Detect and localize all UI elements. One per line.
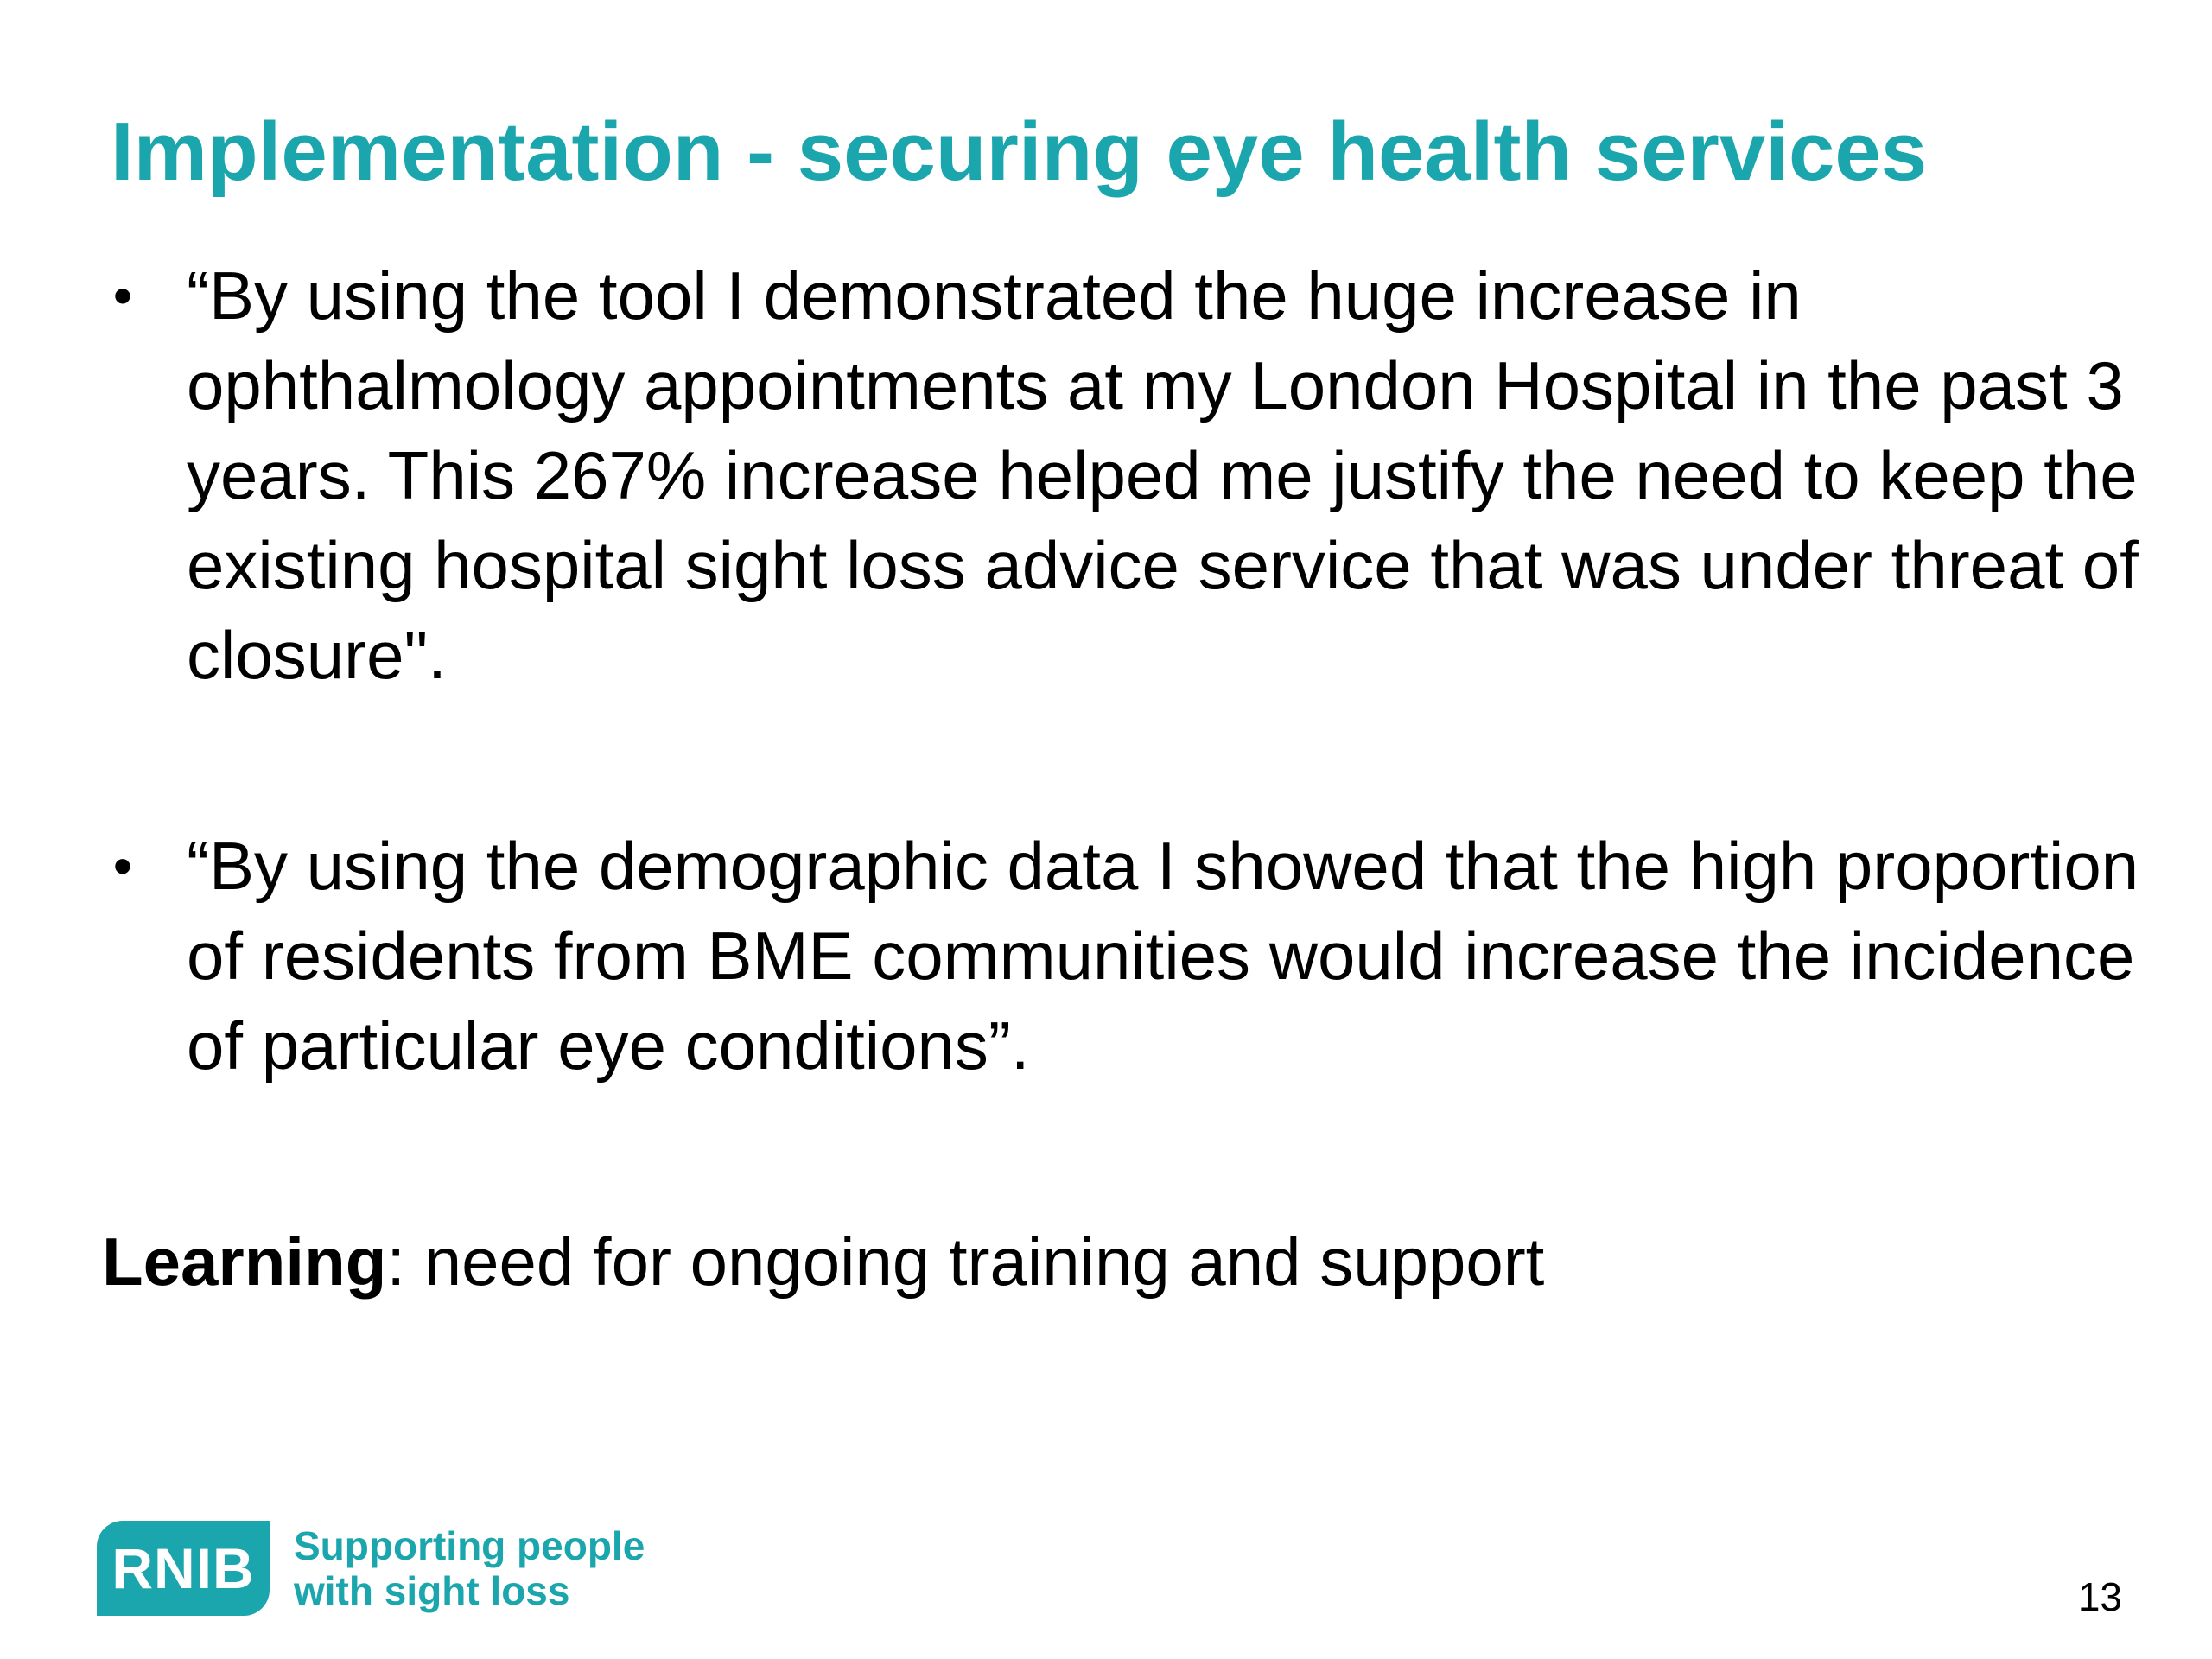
tagline-line-2: with sight loss xyxy=(294,1568,570,1613)
rnib-logo-badge xyxy=(97,1521,270,1616)
rnib-logo xyxy=(97,1521,645,1616)
bullet-marker: • xyxy=(112,264,133,327)
bullet-marker: • xyxy=(112,835,133,897)
tagline-line-1: Supporting people xyxy=(294,1523,645,1568)
bullet-item xyxy=(97,251,2153,700)
rnib-logo-name: RNIB xyxy=(111,1536,255,1600)
bullet-item xyxy=(97,821,2153,1090)
slide-title: Implementation - securing eye health services xyxy=(111,105,1928,198)
learning-label: Learning xyxy=(102,1224,387,1300)
page-number: 13 xyxy=(2077,1574,2122,1619)
rnib-logo-tagline xyxy=(294,1523,645,1613)
bullet-text: “By using the demographic data I showed that the high proportion of residents from BME communities would increase the incidence of particular eye conditions”. xyxy=(187,828,2139,1084)
learning-statement xyxy=(102,1217,1544,1306)
bullet-list xyxy=(97,251,2153,1090)
bullet-text: “By using the tool I demonstrated the huge increase in ophthalmology appointments at my London Hospital in the past 3 years. This 267% increase helped me justify the need to keep the existing hospital sight loss advice service that was under threat of closure". xyxy=(187,257,2139,693)
learning-text: : need for ongoing training and support xyxy=(386,1224,1545,1300)
